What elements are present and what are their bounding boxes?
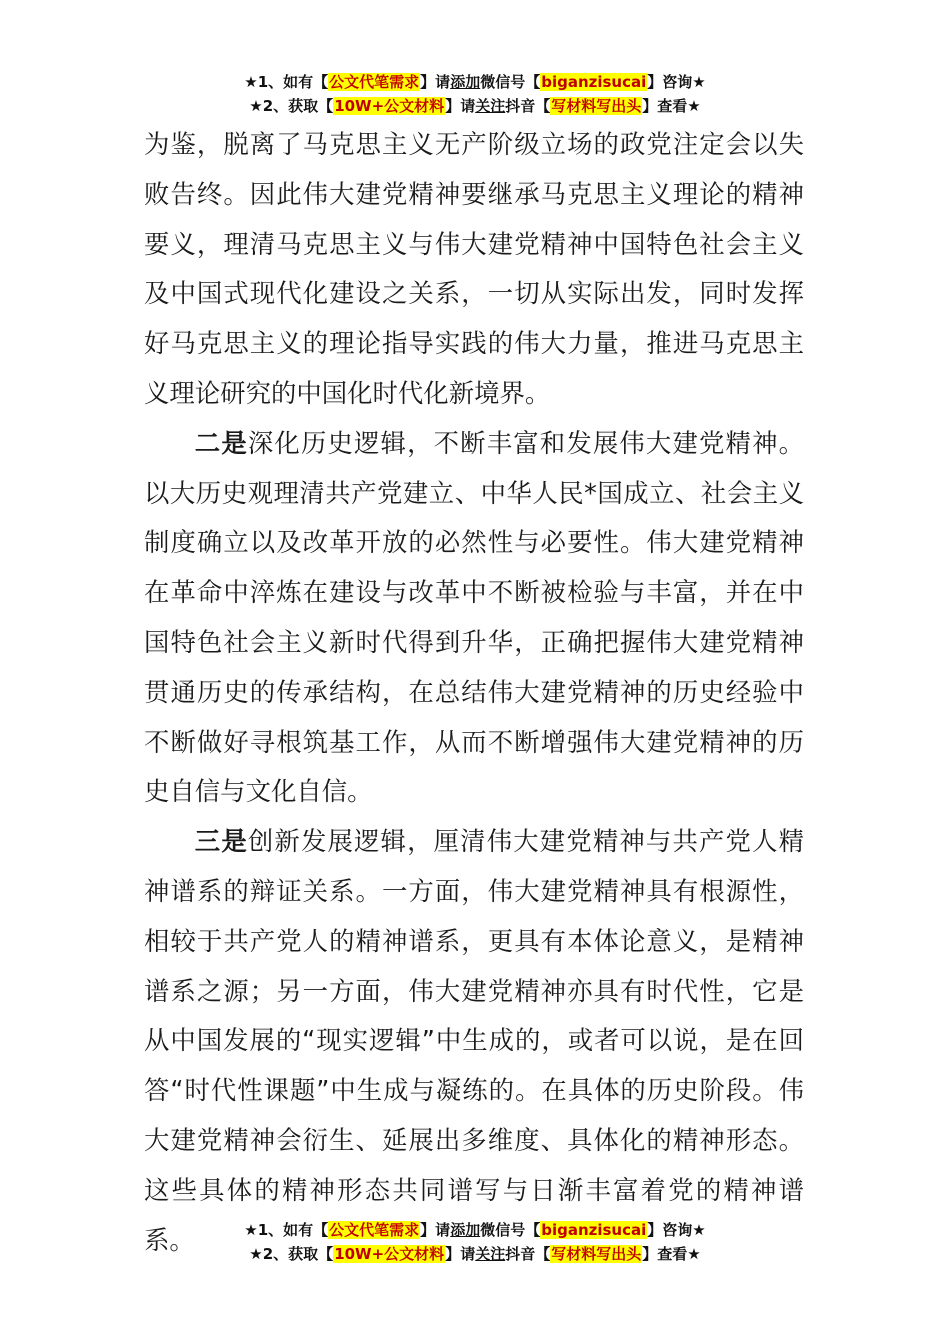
banner-line-2: ★2、获取【10W+公文材料】请关注抖音【写材料写出头】查看★	[249, 97, 701, 115]
highlight-wechat-id: biganzisucai	[541, 73, 647, 91]
highlight-materials: 10W+公文材料	[334, 97, 445, 115]
footer-banner	[0, 1218, 950, 1266]
paragraph-lead: 二是	[194, 427, 248, 458]
paragraph-continued: 为鉴，脱离了马克思主义无产阶级立场的政党注定会以失败告终。因此伟大建党精神要继承马克思主义理论的精神要义，理清马克思主义与伟大建党精神中国特色社会主义及中国式现代化建设之关系，一切从实际出发，同时发挥好马克思主义的理论指导实践的伟大力量，推进马克思主义理论研究的中国化时代化新境界。	[144, 129, 804, 408]
highlight-wechat-id: biganzisucai	[541, 1221, 647, 1239]
highlight-douyin: 写材料写出头	[551, 1245, 642, 1263]
paragraph-development-logic: 三是创新发展逻辑，厘清伟大建党精神与共产党人精神谱系的辩证关系。一方面，伟大建党精神具有根源性，相较于共产党人的精神谱系，更具有本体论意义，是精神谱系之源；另一方面，伟大建党精神亦具有时代性，它是从中国发展的“现实逻辑”中生成的，或者可以说，是在回答“时代性课题”中生成与凝练的。在具体的历史阶段。伟大建党精神会衍生、延展出多维度、具体化的精神形态。这些具体的精神形态共同谱写与日渐丰富着党的精神谱系。	[144, 826, 805, 1255]
paragraph-lead: 三是	[194, 826, 248, 857]
header-banner	[0, 70, 950, 118]
highlight-service: 公文代笔需求	[329, 1221, 420, 1239]
banner-line-1: ★1、如有【公文代笔需求】请添加微信号【biganzisucai】咨询★	[244, 73, 706, 91]
banner-line-2: ★2、获取【10W+公文材料】请关注抖音【写材料写出头】查看★	[249, 1245, 701, 1263]
highlight-service: 公文代笔需求	[329, 73, 420, 91]
banner-line-1: ★1、如有【公文代笔需求】请添加微信号【biganzisucai】咨询★	[244, 1221, 706, 1239]
highlight-douyin: 写材料写出头	[551, 97, 642, 115]
document-body	[144, 120, 804, 1265]
paragraph-history-logic: 二是深化历史逻辑，不断丰富和发展伟大建党精神。以大历史观理清共产党建立、中华人民*国成立、社会主义制度确立以及改革开放的必然性与必要性。伟大建党精神在革命中淬炼在建设与改革中不断被检验与丰富，并在中国特色社会主义新时代得到升华，正确把握伟大建党精神贯通历史的传承结构，在总结伟大建党精神的历史经验中不断做好寻根筑基工作，从而不断增强伟大建党精神的历史自信与文化自信。	[144, 427, 805, 807]
highlight-materials: 10W+公文材料	[334, 1245, 445, 1263]
